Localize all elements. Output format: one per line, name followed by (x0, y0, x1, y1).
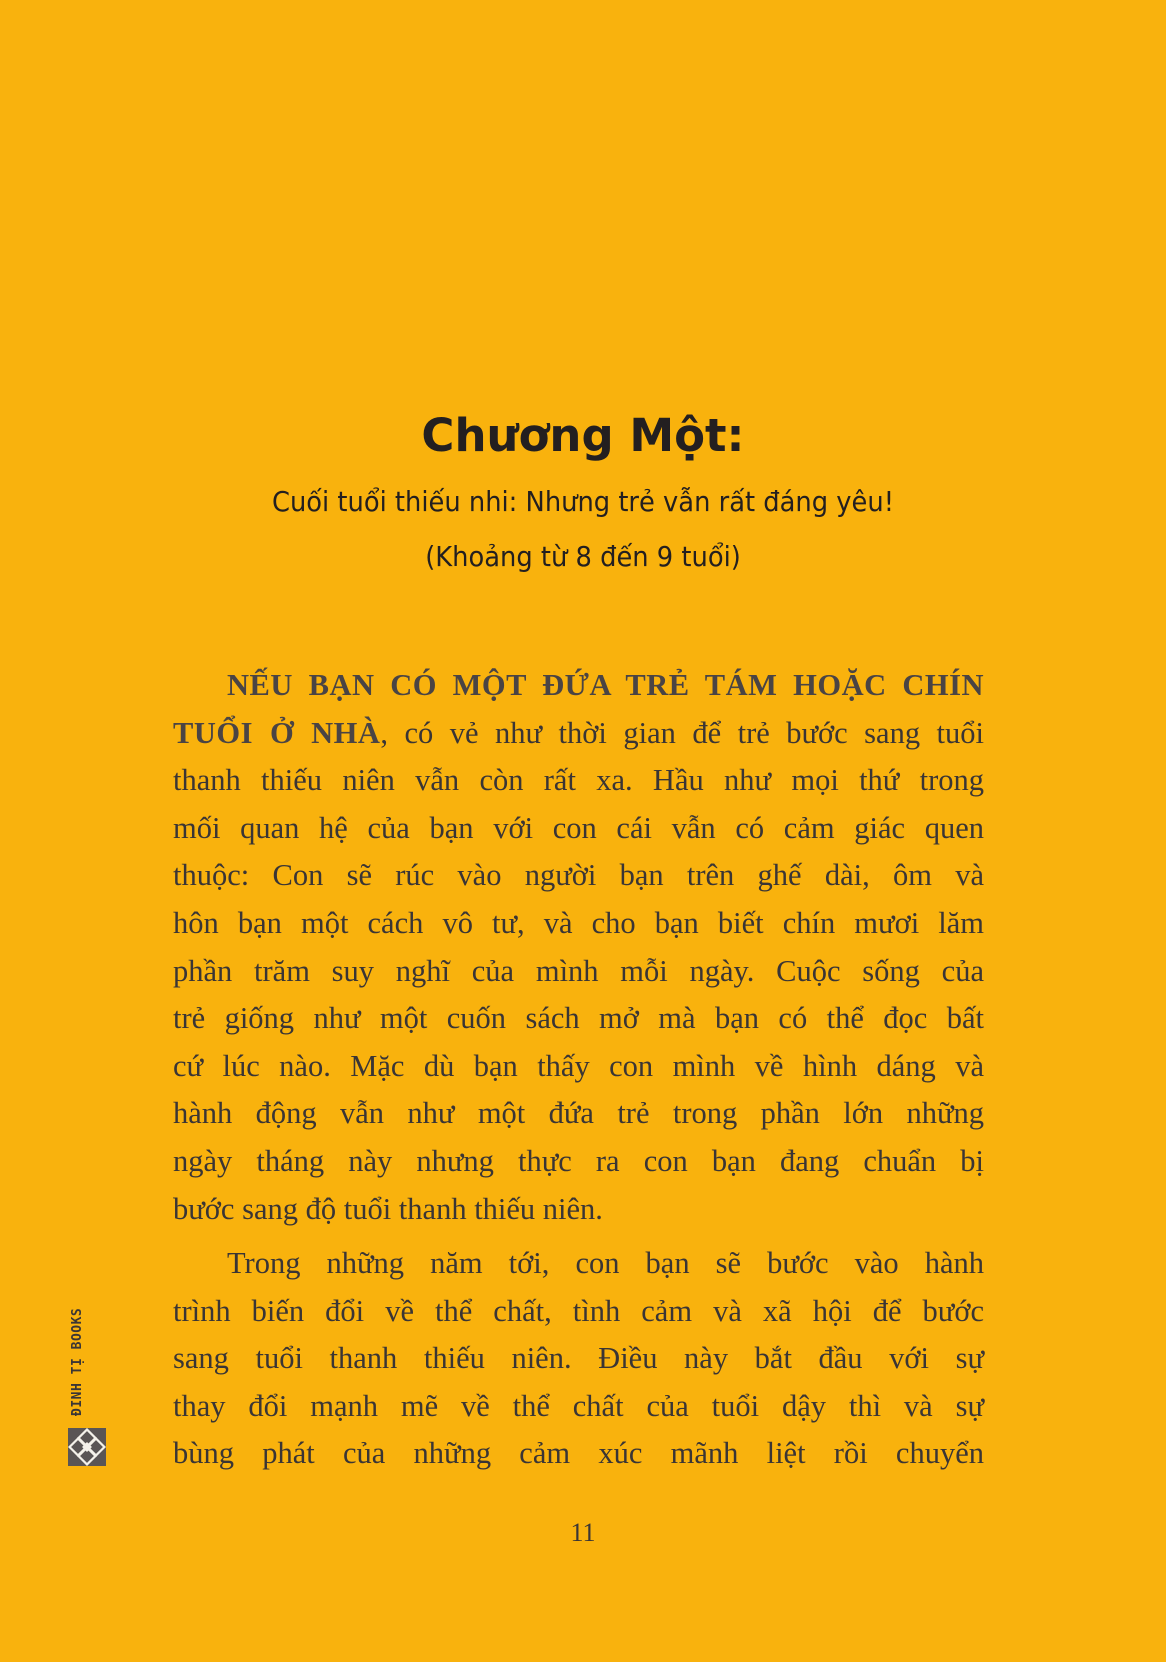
paragraph-line: phần trăm suy nghĩ của mình mỗi ngày. Cuộc sống của (173, 953, 984, 988)
lead-in-text: NẾU BẠN CÓ MỘT ĐỨA TRẺ TÁM HOẶC CHÍN (227, 668, 984, 702)
paragraph-line: hành động vẫn như một đứa trẻ trong phần lớn những (173, 1096, 984, 1131)
paragraph-2 (173, 1240, 984, 1478)
paragraph-line (173, 662, 984, 710)
paragraph-line: sang tuổi thanh thiếu niên. Điều này bắt đầu với sự (173, 1341, 984, 1376)
chapter-subtitle: Cuối tuổi thiếu nhi: Nhưng trẻ vẫn rất đáng yêu! (271, 485, 895, 518)
page-number: 11 (570, 1518, 596, 1547)
paragraph-line (173, 710, 984, 758)
paragraph-line: hôn bạn một cách vô tư, và cho bạn biết chín mươi lăm (173, 905, 984, 940)
paragraph-line: thuộc: Con sẽ rúc vào người bạn trên ghế dài, ôm và (173, 858, 984, 893)
chapter-title: Chương Một: (421, 409, 745, 462)
paragraph-line: thanh thiếu niên vẫn còn rất xa. Hầu như mọi thứ trong (173, 763, 984, 798)
paragraph-text: , có vẻ như thời gian để trẻ bước sang tuổi (380, 715, 984, 750)
publisher-mark (66, 1308, 106, 1468)
publisher-name: ĐINH TỊ BOOKS (70, 1307, 85, 1416)
lead-in-text: TUỔI Ở NHÀ (173, 715, 381, 750)
paragraph-line: thay đổi mạnh mẽ về thể chất của tuổi dậy thì và sự (173, 1388, 984, 1423)
chapter-age-range: (Khoảng từ 8 đến 9 tuổi) (425, 540, 741, 573)
paragraph-line: ngày tháng này nhưng thực ra con bạn đang chuẩn bị (173, 1143, 984, 1178)
publisher-logo-icon (68, 1428, 106, 1466)
paragraph-1 (173, 662, 984, 1233)
paragraph-line: cứ lúc nào. Mặc dù bạn thấy con mình về hình dáng và (173, 1048, 984, 1083)
paragraph-line: bước sang độ tuổi thanh thiếu niên. (173, 1191, 603, 1226)
paragraph-line: trình biến đổi về thể chất, tình cảm và xã hội để bước (173, 1293, 984, 1328)
paragraph-line: trẻ giống như một cuốn sách mở mà bạn có thể đọc bất (173, 1001, 984, 1036)
paragraph-line: mối quan hệ của bạn với con cái vẫn có cảm giác quen (173, 810, 984, 845)
paragraph-line: bùng phát của những cảm xúc mãnh liệt rồi chuyển (173, 1436, 984, 1471)
paragraph-line: Trong những năm tới, con bạn sẽ bước vào hành (227, 1246, 984, 1280)
